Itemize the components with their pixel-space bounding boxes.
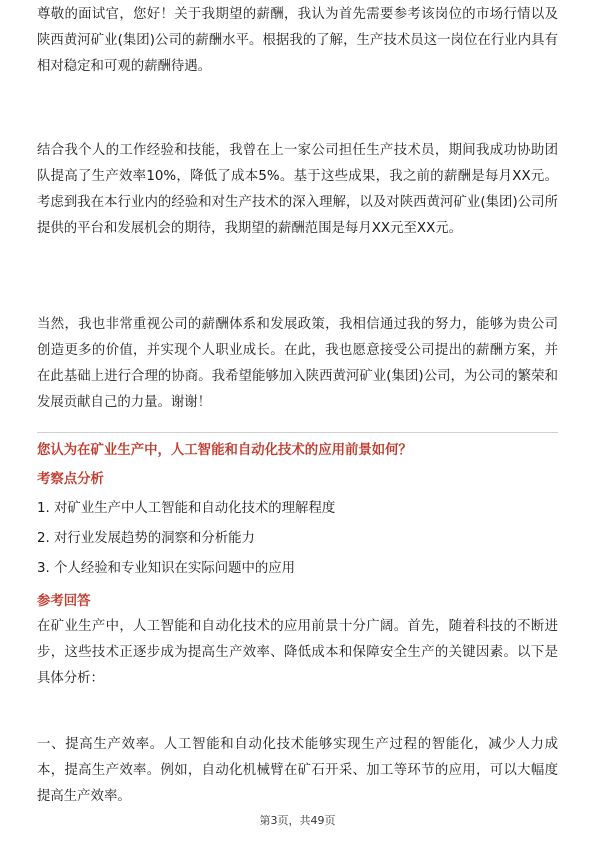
analysis-heading: 考察点分析 bbox=[37, 472, 104, 487]
answer-paragraph-intro: 在矿业生产中，人工智能和自动化技术的应用前景十分广阔。首先，随着科技的不断进步，这些技术正逐步成为提高生产效率、降低成本和保障安全生产的关键因素。以下是具体分析： bbox=[37, 619, 558, 686]
page-footer: 第3页，共49页 bbox=[259, 814, 336, 827]
paragraph-closing: 当然，我也非常重视公司的薪酬体系和发展政策，我相信通过我的努力，能够为贵公司创造更多的价值，并实现个人职业成长。在此，我也愿意接受公司提出的薪酬方案，并在此基础上进行合理的协商。我希望能够加入陕西黄河矿业(集团)公司，为公司的繁荣和发展贡献自己的力量。谢谢！ bbox=[37, 317, 558, 410]
analysis-list bbox=[37, 494, 335, 584]
section-divider bbox=[37, 432, 558, 433]
interview-question: 您认为在矿业生产中，人工智能和自动化技术的应用前景如何？ bbox=[37, 443, 412, 458]
list-item: 2. 对行业发展趋势的洞察和分析能力 bbox=[37, 531, 255, 546]
answer-heading: 参考回答 bbox=[37, 594, 91, 609]
list-item: 1. 对矿业生产中人工智能和自动化技术的理解程度 bbox=[37, 501, 336, 516]
answer-paragraph-efficiency: 一、提高生产效率。人工智能和自动化技术能够实现生产过程的智能化，减少人力成本，提高生产效率。例如，自动化机械臂在矿石开采、加工等环节的应用，可以大幅度提高生产效率。 bbox=[37, 737, 558, 804]
paragraph-experience: 结合我个人的工作经验和技能，我曾在上一家公司担任生产技术员，期间我成功协助团队提高了生产效率10%，降低了成本5%。基于这些成果，我之前的薪酬是每月XX元。考虑到我在本行业内的经验和对生产技术的深入理解，以及对陕西黄河矿业(集团)公司所提供的平台和发展机会的期待，我期望的薪酬范围是每月XX元至XX元。 bbox=[37, 143, 558, 236]
list-item: 3. 个人经验和专业知识在实际问题中的应用 bbox=[37, 561, 296, 576]
paragraph-salary-intro: 尊敬的面试官，您好！关于我期望的薪酬，我认为首先需要参考该岗位的市场行情以及陕西黄河矿业(集团)公司的薪酬水平。根据我的了解，生产技术员这一岗位在行业内具有相对稳定和可观的薪酬待遇。 bbox=[37, 7, 558, 74]
